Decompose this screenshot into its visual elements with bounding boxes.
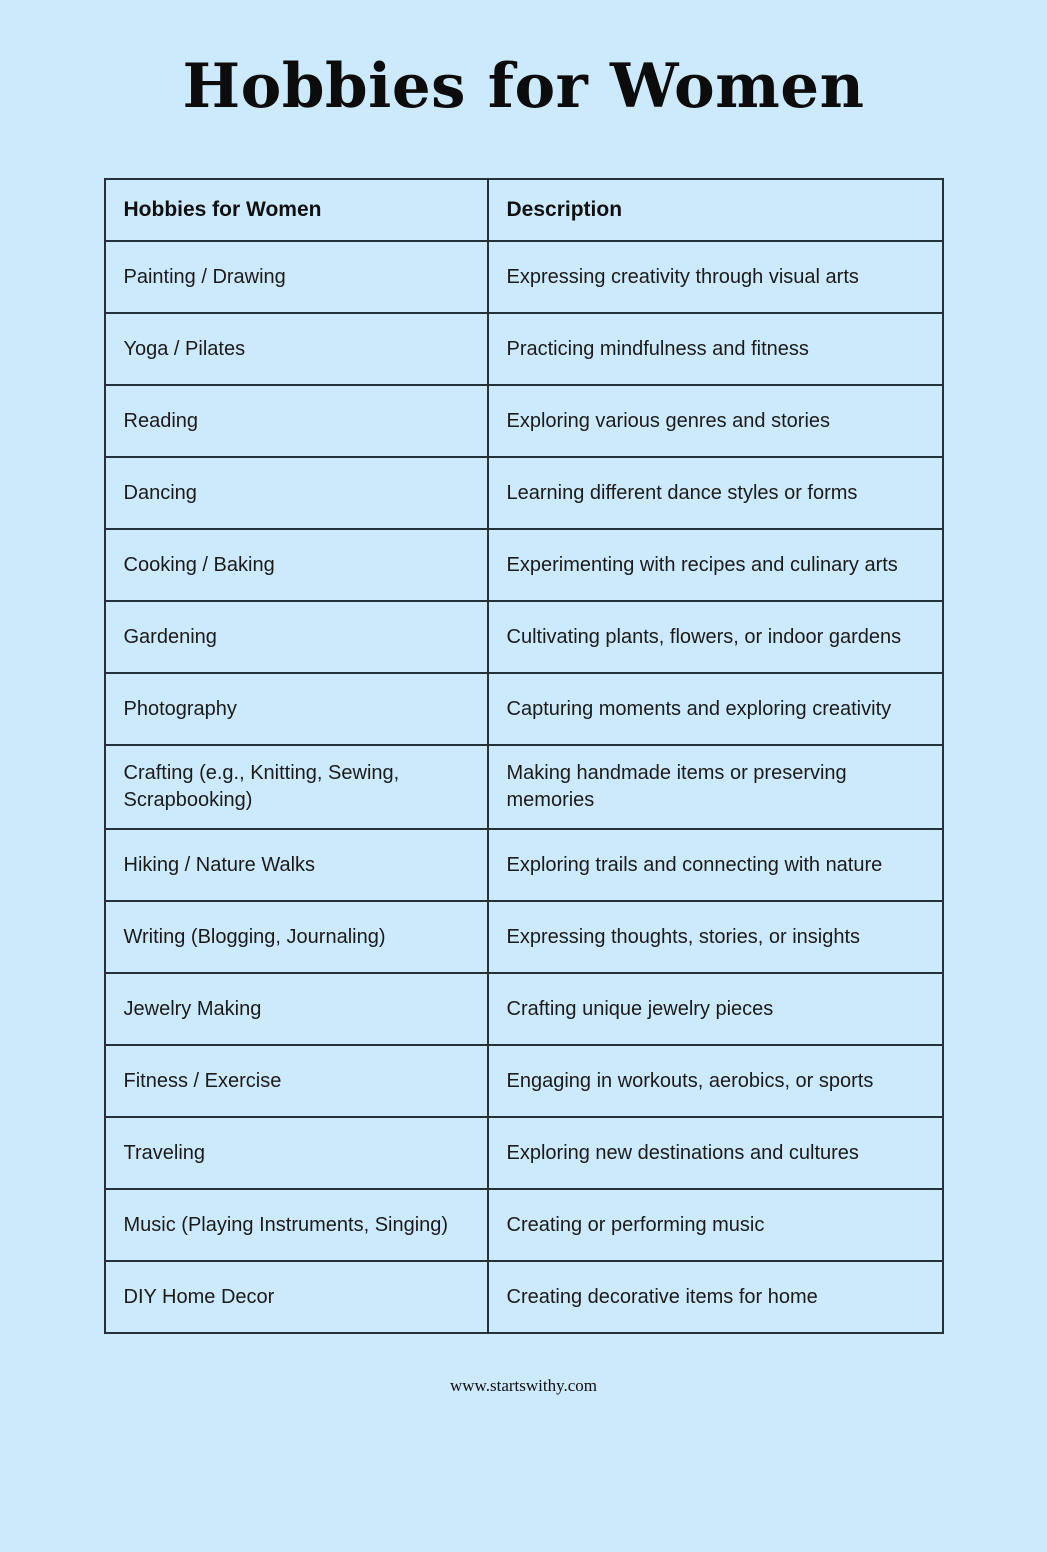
hobby-cell: Traveling <box>105 1117 488 1189</box>
table-row <box>105 745 943 829</box>
description-cell: Expressing thoughts, stories, or insights <box>488 901 943 973</box>
hobby-cell: Gardening <box>105 601 488 673</box>
hobby-cell: Writing (Blogging, Journaling) <box>105 901 488 973</box>
hobby-cell: Reading <box>105 385 488 457</box>
table-body <box>105 241 943 1333</box>
hobby-cell: Painting / Drawing <box>105 241 488 313</box>
description-cell: Practicing mindfulness and fitness <box>488 313 943 385</box>
description-cell: Capturing moments and exploring creativity <box>488 673 943 745</box>
hobby-cell: Music (Playing Instruments, Singing) <box>105 1189 488 1261</box>
page-title: Hobbies for Women <box>182 51 865 122</box>
hobby-cell: Photography <box>105 673 488 745</box>
table-row <box>105 241 943 313</box>
description-cell: Learning different dance styles or forms <box>488 457 943 529</box>
description-cell: Creating or performing music <box>488 1189 943 1261</box>
header-hobbies: Hobbies for Women <box>105 179 488 241</box>
table-row <box>105 601 943 673</box>
description-cell: Expressing creativity through visual arts <box>488 241 943 313</box>
description-cell: Exploring various genres and stories <box>488 385 943 457</box>
hobby-cell: Hiking / Nature Walks <box>105 829 488 901</box>
table-row <box>105 313 943 385</box>
description-cell: Engaging in workouts, aerobics, or sports <box>488 1045 943 1117</box>
hobby-cell: Fitness / Exercise <box>105 1045 488 1117</box>
hobby-cell: Crafting (e.g., Knitting, Sewing, Scrapbooking) <box>105 745 488 829</box>
table-row <box>105 385 943 457</box>
description-cell: Creating decorative items for home <box>488 1261 943 1333</box>
footer-url: www.startswithy.com <box>450 1376 597 1396</box>
table-header-row <box>105 179 943 241</box>
table-row <box>105 1045 943 1117</box>
table-row <box>105 901 943 973</box>
description-cell: Experimenting with recipes and culinary arts <box>488 529 943 601</box>
description-cell: Crafting unique jewelry pieces <box>488 973 943 1045</box>
table-row <box>105 829 943 901</box>
table-row <box>105 1117 943 1189</box>
hobby-cell: DIY Home Decor <box>105 1261 488 1333</box>
hobby-cell: Jewelry Making <box>105 973 488 1045</box>
table-row <box>105 673 943 745</box>
table-row <box>105 1261 943 1333</box>
header-description: Description <box>488 179 943 241</box>
description-cell: Cultivating plants, flowers, or indoor gardens <box>488 601 943 673</box>
table-row <box>105 1189 943 1261</box>
description-cell: Exploring new destinations and cultures <box>488 1117 943 1189</box>
hobby-cell: Cooking / Baking <box>105 529 488 601</box>
table-row <box>105 973 943 1045</box>
table-row <box>105 457 943 529</box>
hobby-cell: Dancing <box>105 457 488 529</box>
hobbies-table <box>104 178 944 1334</box>
hobby-cell: Yoga / Pilates <box>105 313 488 385</box>
description-cell: Exploring trails and connecting with nature <box>488 829 943 901</box>
description-cell: Making handmade items or preserving memories <box>488 745 943 829</box>
table-row <box>105 529 943 601</box>
